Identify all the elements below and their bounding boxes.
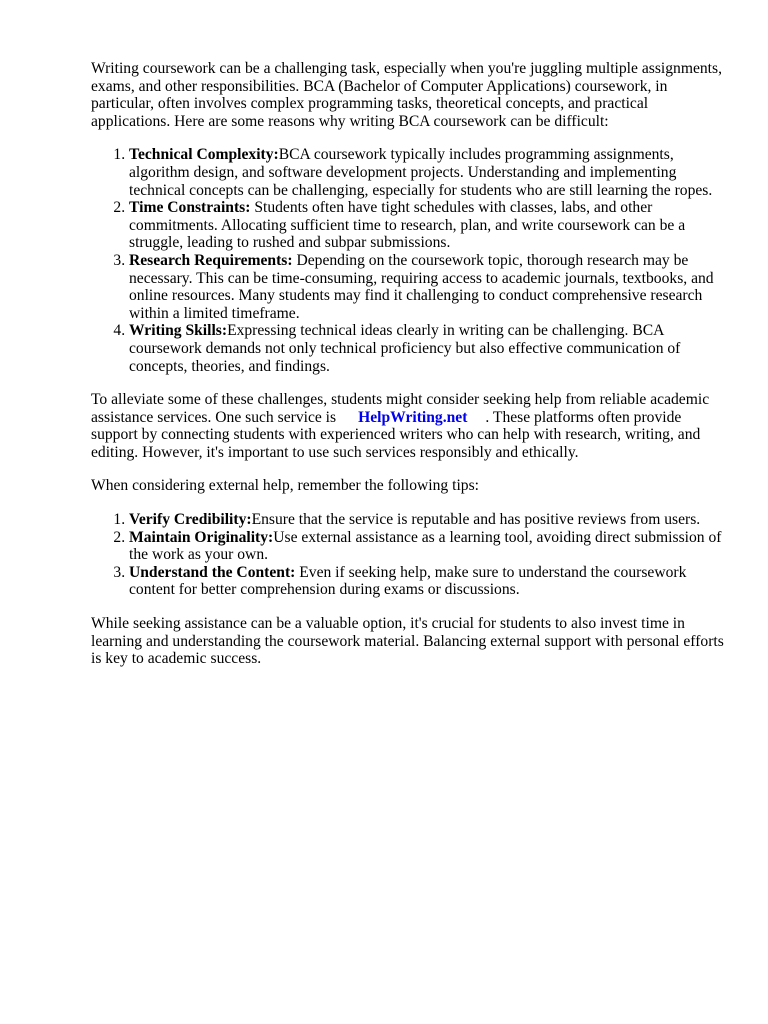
list-item (129, 252, 727, 322)
helpwriting-link[interactable]: HelpWriting.net (358, 408, 468, 426)
list-item-text: Depending on the coursework topic, thorough research may be necessary. This can be time-consuming, requiring access to academic journals, textbooks, and online resources. Many students may find it challenging to conduct comprehensive research within a limited timeframe. (129, 251, 714, 322)
list-item-term: Verify Credibility: (129, 511, 252, 529)
list-item-term: Technical Complexity: (129, 146, 279, 164)
list-item-text: Ensure that the service is reputable and has positive reviews from users. (251, 511, 701, 529)
list-item (129, 199, 727, 252)
list-item (129, 511, 727, 529)
list-item-text: Use external assistance as a learning tool, avoiding direct submission of the work as your own. (129, 528, 722, 564)
list-item-term: Maintain Originality: (129, 528, 274, 546)
tips-intro: When considering external help, remember the following tips: (91, 477, 479, 495)
list-item-term: Writing Skills: (129, 322, 228, 340)
list-item-text: Students often have tight schedules with classes, labs, and other commitments. Allocating sufficient time to research, plan, and write coursework can be a struggle, leading to rushed and subpar submissions. (129, 199, 686, 252)
help-text-before: To alleviate some of these challenges, students might consider seeking help from reliable academic assistance services. One such service is (91, 391, 710, 426)
reasons-list (91, 146, 727, 375)
list-item-text: Even if seeking help, make sure to understand the coursework content for better comprehension during exams or discussions. (129, 563, 687, 599)
list-item-term: Understand the Content: (129, 563, 296, 581)
list-item-term: Research Requirements: (129, 251, 293, 269)
help-paragraph (91, 391, 727, 461)
list-item (129, 146, 727, 199)
list-item (129, 529, 727, 564)
list-item-term: Time Constraints: (129, 199, 251, 217)
list-item-text: BCA coursework typically includes programming assignments, algorithm design, and software development projects. Understanding and implementing technical concepts can be challenging, especially for students who are still learning the ropes. (129, 146, 713, 199)
conclusion-paragraph: While seeking assistance can be a valuable option, it's crucial for students to also invest time in learning and understanding the coursework material. Balancing external support with personal efforts is key to academic success. (91, 615, 724, 668)
document-page (91, 60, 727, 684)
intro-paragraph: Writing coursework can be a challenging task, especially when you're juggling multiple assignments, exams, and other responsibilities. BCA (Bachelor of Computer Applications) coursework, in particular, often involves complex programming tasks, theoretical concepts, and practical applications. Here are some reasons why writing BCA coursework can be difficult: (91, 60, 722, 130)
list-item (129, 564, 727, 599)
tips-list (91, 511, 727, 599)
help-text-after: . These platforms often provide support by connecting students with experienced writers who can help with research, writing, and editing. However, it's important to use such services responsibly and ethically. (91, 408, 701, 461)
list-item-text: Expressing technical ideas clearly in writing can be challenging. BCA coursework demands not only technical proficiency but also effective communication of concepts, theories, and findings. (129, 322, 681, 375)
list-item (129, 322, 727, 375)
